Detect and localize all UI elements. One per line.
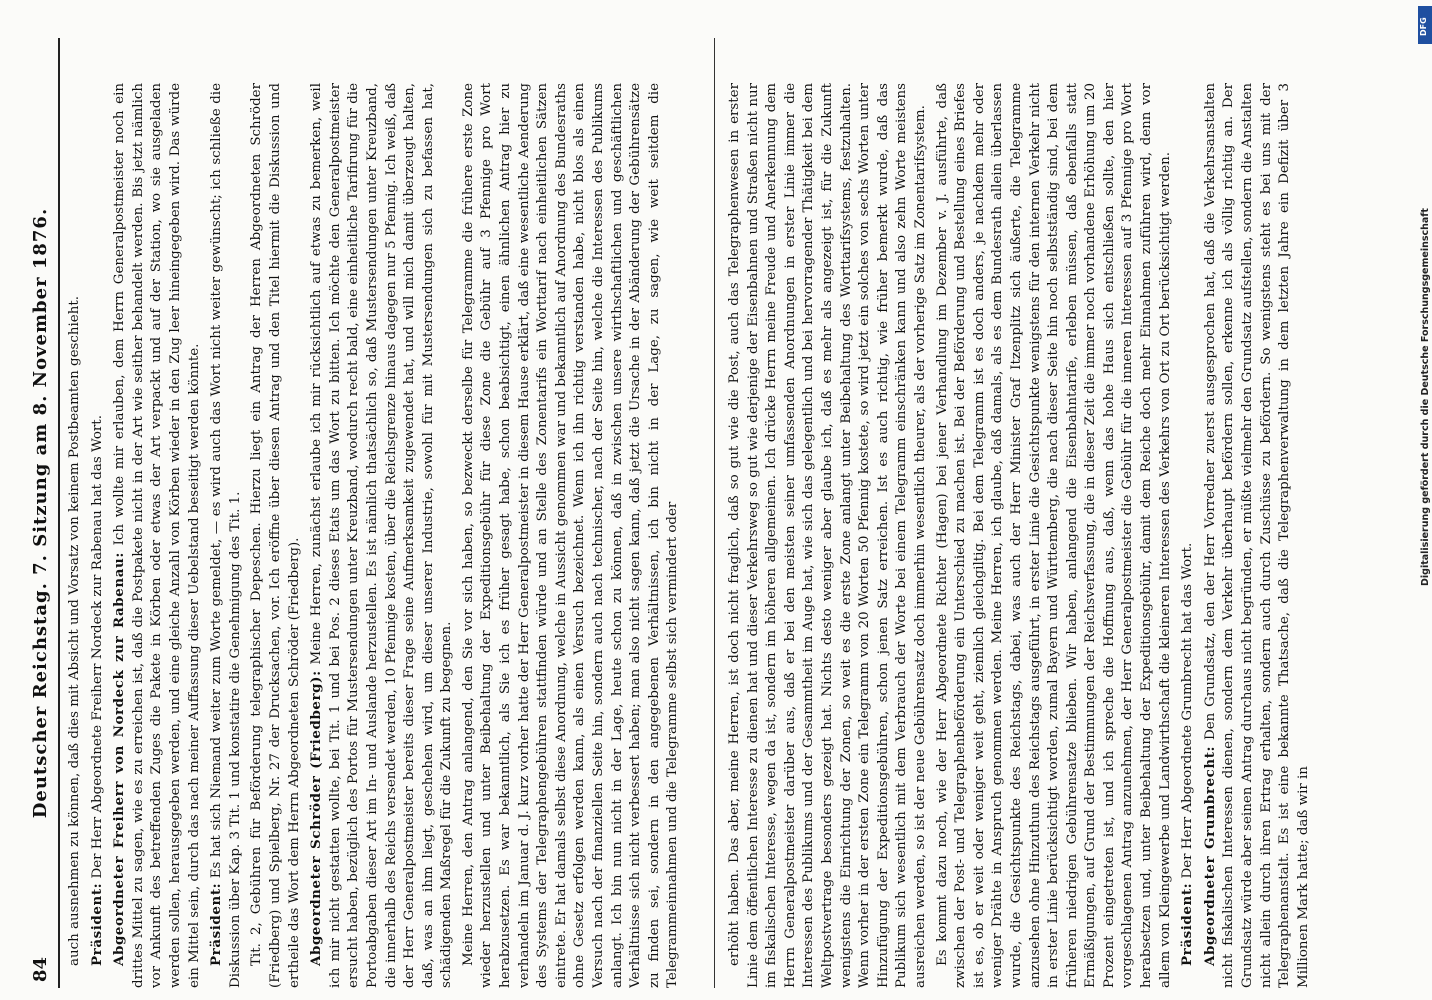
- text-paragraph: [66, 83, 85, 988]
- speech-paragraph: [1178, 83, 1198, 988]
- left-column: [66, 83, 706, 988]
- column-divider: [714, 38, 715, 988]
- speaker-name: Abgeordneter Grumbrecht:: [1201, 745, 1218, 966]
- paragraph-text: Es kommt dazu noch, wie der Herr Abgeordnete Richter (Hagen) bei jener Verhandlung im Dezember v. J. ausführte, daß zwischen der Post- und Telegraphenbeförderung ein Unterschied zu machen ist. Bei der Beförderung und Bestellung eines Briefes ist es, ob er weit oder weniger weit geht, ziemlich gleichgiltig. Bei dem Telegramm ist es doch anders, je nachdem mehr oder weniger Drähte in Anspruch genommen werden. Meine Herren, ich glaube, daß damals, als es dem Bundesrath allein überlassen wurde, die Gesichtspunkte des Reichstags, dabei, was auch der Herr Minister Graf Itzenplitz sich äußerte, die Telegramme anzusehen ohne Hinzuthun des Reichstags ausgeführt, in erster Linie die Gesichtspunkte wenigstens für den internen Verkehr nicht in erster Linie berücksichtigt worden, zumal Bayern und Württemberg, die nach dieser Seite hin noch selbstständig sind, bei dem früheren niedrigen Gebührensatze blieben. Wir haben, anlangend die Eisenbahntarife, erleben müssen, daß ebenfalls statt Ermäßigungen, auf Grund der Bestimmungen der Reichsverfassung, die in dieser Zeit die immer noch vorhandene Erhöhung um 20 Prozent eingetreten ist, und ich spreche die Hoffnung aus, daß, wenn das hohe Haus sich entschließen sollte, den hier vorgeschlagenen Antrag anzunehmen, der Herr Generalpostmeister die Gebühr für die inneren Interessen auf 3 Pfennige pro Wort herabsetzen und, unter Beibehaltung der Expeditionsgebühr, damit dem Reiche doch mehr Einnahmen zuführen wird, denn vor allem von Kleingewerbe und Landwirthschaft die kleineren Interessen des Verkehrs von Ort zu Ort berücksichtigt werden.: [934, 83, 1173, 988]
- speech-paragraph: [88, 83, 108, 988]
- digitization-credit: Digitalisierung gefördert durch die Deutsche Forschungsgemeinschaft: [1420, 208, 1431, 586]
- paragraph-text: Meine Herren, zunächst erlaube ich mir rücksichtlich auf etwas zu bemerken, weil ich mir nicht gestatten wollte, bei Tit. 1 und bei Pos. 2 dieses Etats um das Wort zu bitten. Ich möchte den Generalpostmeister ersucht haben, bezüglich des Portos für Mustersendungen unter Kreuzband, wodurch recht bald, eine einheitliche Tarifirung für die Portoabgaben dieser Art im In- und Auslande herzustellen. Es ist nämlich thatsächlich so, daß Mustersendungen unter Kreuzband, die innerhalb des Reichs versendet werden, 10 Pfennige kosten, über die Reichsgrenze hinaus dagegen nur 5 Pfennig. Ich weiß, daß der Herr Generalpostmeister bereits dieser Frage seine Aufmerksamkeit zugewendet hat, und will mich damit überzeugt halten, daß, was an ihm liegt, geschehen wird, um dieser unserer Industrie, sowohl für mit Mustersendungen sich zu befassen hat, schädigenden Maßregel für die Zukunft zu begegnen.: [309, 83, 455, 988]
- text-columns: [66, 38, 1386, 988]
- speaker-name: Präsident:: [208, 882, 225, 966]
- speaker-name: Abgeordneter Schröder (Friedberg):: [308, 670, 325, 966]
- paragraph-text: Der Herr Abgeordnete Grumbrecht hat das Wort.: [1180, 542, 1196, 879]
- paragraph-text: Ich wollte mir erlauben, dem Herrn Generalpostmeister noch ein drittes Mittel zu sagen, wie es zu erreichen ist, daß die Postpakete nicht in der Art wie seither behandelt werden. Bis jetzt nämlich vor Ankunft des betreffenden Zuges die Pakete in Körben oder etwas der Art verpackt und auf der Station, wo sie ausgeladen werden sollen, herausgegeben werden, und eine gleiche Anzahl von Körben wieder in den Zug leer hineingegeben wird. Das würde ein Mittel sein, durch das nach meiner Auffassung dieser Uebelstand beseitigt werden könnte.: [112, 83, 202, 988]
- paragraph-text: erhöht haben. Das aber, meine Herren, ist doch nicht fraglich, daß so gut wie die Post, auch das Telegraphenwesen in erster Linie dem öffentlichen Interesse zu dienen hat und dieser Verkehrsweg so gut wie derjenige der Eisenbahnen und Straßen nicht nur im fiskalischen Interesse, wegen da ist, sondern im höheren allgemeinen. Ich drücke Herrn meine Freude und Anerkennung dem Herrn Generalpostmeister darüber aus, daß er bei den meisten seiner umfassenden Anordnungen in erster Linie immer die Interessen des Publikums und der Gesammtheit im Auge hat, wie sich das gelegentlich und bei hervorragender Thätigkeit bei dem Weltpostvertrage besonders gezeigt hat. Nichts desto weniger aber glaube ich, daß es mehr als angezeigt ist, für die Zukunft wenigstens die Einrichtung der Zonen, so weit es die erste Zone anlangt unter Beibehaltung des Worttarifsystems, festzuhalten. Wenn vorher in der ersten Zone ein Telegramm von 20 Worten 50 Pfennig kostete, so wird jetzt ein solches von sechs Worten unter Hinzufügung der Expeditionsgebühren, schon jenen Satz erreichen. Ist es auch richtig, wie früher bemerkt wurde, daß das Publikum sich wesentlich mit dem Verbrauch der Worte bei einem Telegramm einschränken kann und also zehn Worte meistens ausreichen werden, so ist der neue Gebührensatz doch immerhin wesentlich theurer, als der vorherige Satz im Zonentarifsystem.: [727, 83, 928, 988]
- speaker-name: Abgeordneter Freiherr von Nordeck zur Rabenau:: [111, 552, 128, 966]
- text-paragraph: [934, 83, 1176, 988]
- speech-paragraph: [110, 83, 204, 988]
- text-paragraph: [460, 83, 683, 988]
- paragraph-text: Den Grundsatz, den der Herr Vorredner zuerst ausgesprochen hat, daß die Verkehrsanstalten nicht fiskalischen Interessen dienen, sondern dem Verkehr überhaupt befördern sollen, erkenne ich als völlig richtig an. Der Grundsatz würde aber seinen Antrag durchaus nicht begründen, er müßte vielmehr den Grundsatz aufstellen, sondern die Anstalten nicht allein durch ihren Ertrag erhalten, sondern auch durch Zuschüsse zu befördern. So wenigstens steht es bei uns mit der Telegraphenanstalt. Es ist eine bekannte Thatsache, daß die Telegraphenverwaltung in dem letzten Jahre ein Defizit über 3 Millionen Mark hatte; daß wir in: [1202, 83, 1311, 988]
- paragraph-text: Meine Herren, den Antrag anlangend, den Sie vor sich haben, so bezweckt derselbe für Telegramme die frühere erste Zone wieder herzustellen und unter Beibehaltung der Expeditionsgebühr für diese Zone die Gebühr auf 3 Pfennige pro Wort herabzusetzen. Es war bekanntlich, als Sie ich es früher gesagt habe, schon beabsichtigt, einen ähnlichen Antrag hier zu verhandeln im Januar d. J. kurz vorher hatte der Herr Generalpostmeister in diesem Hause erklärt, daß eine wesentliche Aenderung des Systems der Telegraphengebühren stattfinden würde und an Stelle des Zonentarifs ein Worttarif nach einheitlichen Sätzen eintrete. Er hat damals selbst diese Anordnung, welche in Aussicht genommen war und bekanntlich auf Anordnung des Bundesraths ohne Gesetz erfolgen werden kann, als einen Versuch bezeichnet. Wenn ich ihn richtig verstanden habe, nicht blos als einen Versuch nach der finanziellen Seite hin, sondern auch nach technischer, nach der Seite hin, welche die Interessen des Publikums anlangt. Ich bin nun nicht in der Lage, heute schon zu können, daß in zwischen unsere wirthschaftlichen und geschäftlichen Verhältnisse sich nicht verbessert haben; man also nicht sagen kann, daß jetzt die Ursache in der Abänderung der Gebührensätze zu finden sei, sondern in den angegebenen Verhältnissen, ich bin nicht in der Lage, zu sagen, wie weit seitdem die Telegrammeinnahmen und die Telegramme selbst sich vermindert oder: [460, 83, 681, 988]
- paragraph-text: Tit. 2, Gebühren für Beförderung telegraphischer Depeschen. Hierzu liegt ein Antrag der Herren Abgeordneten Schröder (Friedberg) und Spielberg, Nr. 27 der Drucksachen, vor. Ich eröffne über diesen Antrag und den Titel hiermit die Diskussion und ertheile das Wort dem Herrn Abgeordneten Schröder (Friedberg).: [249, 83, 302, 988]
- speaker-name: Präsident:: [88, 882, 105, 966]
- running-head: [24, 38, 60, 988]
- speaker-name: Präsident:: [1179, 882, 1196, 966]
- text-paragraph: [248, 83, 304, 988]
- text-paragraph: [726, 83, 931, 988]
- page-number: 84: [30, 956, 51, 982]
- speech-paragraph: [207, 83, 245, 988]
- paragraph-text: Der Herr Abgeordnete Freiherr Nordeck zur Rabenau hat das Wort.: [89, 415, 105, 879]
- dfg-logo: DFG: [1418, 6, 1432, 44]
- paragraph-text: auch ausnehmen zu können, daß dies mit Absicht und Vorsatz von keinem Postbeamten geschieht.: [67, 296, 82, 966]
- speech-paragraph: [1201, 83, 1314, 988]
- right-column: [726, 83, 1366, 988]
- paragraph-text: Es hat sich Niemand weiter zum Worte gemeldet, — es wird auch das Wort nicht weiter gewünscht; ich schließe die Diskussion über Kap. 3 Tit. 1 und konstatire die Genehmigung des Tit. 1.: [209, 83, 243, 988]
- rotated-page-content: [24, 38, 1394, 988]
- speech-paragraph: [307, 83, 457, 988]
- running-head-title: Deutscher Reichstag. 7. Sitzung am 8. November 1876.: [30, 207, 51, 819]
